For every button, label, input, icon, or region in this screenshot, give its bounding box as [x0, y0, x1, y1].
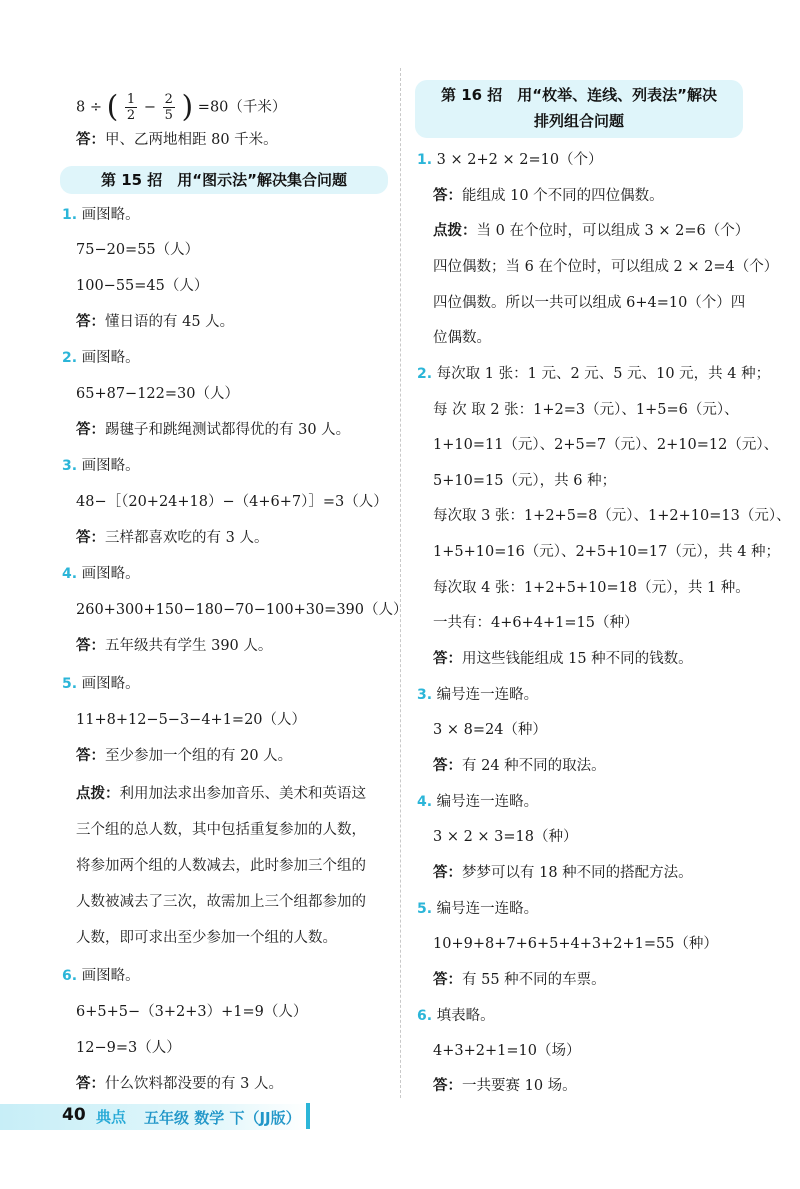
answer-text: 用这些钱能组成 15 种不同的钱数。: [462, 651, 693, 667]
item-line: 3 × 8=24（种）: [433, 722, 547, 738]
item-line: 1+5+10=16（元）、2+5+10=17（元），共 4 种；: [433, 544, 781, 560]
tip-text: 当 0 在个位时，可以组成 3 × 2=6（个）: [476, 223, 750, 239]
minus-sign: −: [143, 99, 156, 116]
item-answer: [76, 420, 350, 440]
tip-line: 人数被减去了三次，故需加上三个组都参加的: [76, 894, 366, 910]
answer-text: 五年级共有学生 390 人。: [105, 638, 273, 654]
item-number: 4.: [62, 566, 78, 582]
answer-text: 有 55 种不同的车票。: [462, 972, 606, 988]
item-line: 4+3+2+1=10（场）: [433, 1043, 581, 1059]
item-answer: [76, 1074, 283, 1094]
item-number: 1.: [62, 207, 78, 223]
intro-answer-text: 甲、乙两地相距 80 千米。: [105, 132, 278, 148]
item-answer: [433, 756, 606, 776]
list-item-2: [62, 348, 140, 368]
answer-label: 答：: [76, 747, 105, 764]
left-paren: (: [106, 89, 119, 125]
list-item-6: [62, 966, 140, 986]
answer-text: 一共要赛 10 场。: [462, 1078, 577, 1094]
item-answer: [433, 863, 693, 883]
item-number: 6.: [62, 968, 78, 984]
item-line: 48−［（20+24+18）−（4+6+7）］=3（人）: [76, 494, 388, 510]
item-line: 画图略。: [81, 676, 140, 692]
item-number: 3.: [417, 687, 433, 703]
answer-text: 懂日语的有 45 人。: [105, 314, 235, 330]
item-line: 画图略。: [81, 350, 140, 366]
answer-label: 答：: [76, 529, 105, 546]
answer-text: 能组成 10 个不同的四位偶数。: [462, 188, 664, 204]
answer-text: 梦梦可以有 18 种不同的搭配方法。: [462, 865, 693, 881]
item-line: 每次取 4 张：1+2+5+10=18（元），共 1 种。: [433, 580, 750, 596]
list-item-6: [417, 1006, 495, 1026]
item-line: 12−9=3（人）: [76, 1040, 181, 1056]
list-item-1: [62, 205, 140, 225]
answer-label: 答：: [433, 757, 462, 774]
right-paren: ): [181, 89, 194, 125]
fraction-denominator: 2: [126, 108, 136, 123]
answer-text: 踢毽子和跳绳测试都得优的有 30 人。: [105, 422, 351, 438]
answer-text: 什么饮料都没要的有 3 人。: [105, 1076, 283, 1092]
column-divider: [400, 68, 401, 1098]
tip-line: 四位偶数；当 6 在个位时，可以组成 2 × 2=4（个）: [433, 259, 779, 275]
answer-label: 答：: [433, 864, 462, 881]
item-line: 编号连一连略。: [436, 901, 539, 917]
list-item-1: [417, 150, 603, 170]
fraction-two-fifths: [163, 92, 175, 123]
item-line: 编号连一连略。: [436, 794, 539, 810]
item-line: 260+300+150−180−70−100+30=390（人）: [76, 602, 408, 618]
item-line: 一共有：4+6+4+1=15（种）: [433, 615, 639, 631]
answer-text: 至少参加一个组的有 20 人。: [105, 748, 293, 764]
item-line: 10+9+8+7+6+5+4+3+2+1=55（种）: [433, 936, 718, 952]
item-line: 画图略。: [81, 566, 140, 582]
item-line: 75−20=55（人）: [76, 242, 200, 258]
item-answer: [76, 746, 292, 766]
tip-label: 点拨：: [433, 222, 477, 239]
brand-logo: 典点: [96, 1108, 127, 1126]
section-title-16: [415, 80, 743, 138]
division-formula: [76, 89, 287, 125]
list-item-2: [417, 364, 770, 384]
answer-label: 答：: [433, 187, 462, 204]
item-answer: [433, 1076, 577, 1096]
section-title-line: 第 16 招 用“枚举、连线、列表法”解决: [440, 86, 718, 104]
item-answer: [433, 186, 664, 206]
item-answer: [76, 528, 268, 548]
list-item-5: [417, 899, 538, 919]
list-item-3: [417, 685, 538, 705]
answer-label: 答：: [76, 421, 105, 438]
item-line: 1+10=11（元）、2+5=7（元）、2+10=12（元）、: [433, 437, 779, 453]
tip-line: [433, 221, 749, 241]
section-title-15: 第 15 招 用“图示法”解决集合问题: [60, 166, 388, 194]
formula-prefix: 8 ÷: [76, 99, 102, 116]
item-line: 画图略。: [81, 207, 140, 223]
tip-text: 利用加法求出参加音乐、美术和英语这: [119, 786, 366, 802]
tip-line: [76, 784, 366, 804]
section-title-line: 排列组合问题: [533, 112, 624, 130]
answer-label: 答：: [433, 971, 462, 988]
answer-label: 答：: [433, 1077, 462, 1094]
item-answer: [433, 649, 693, 669]
answer-label: 答：: [76, 637, 105, 654]
item-answer: [433, 970, 606, 990]
item-line: 每次取 3 张：1+2+5=8（元）、1+2+10=13（元）、: [433, 508, 791, 524]
item-line: 填表略。: [436, 1008, 495, 1024]
fraction-numerator: 2: [164, 92, 173, 107]
item-line: 11+8+12−5−3−4+1=20（人）: [76, 712, 307, 728]
answer-text: 三样都喜欢吃的有 3 人。: [105, 530, 269, 546]
item-line: 编号连一连略。: [436, 687, 539, 703]
page-footer: [0, 1100, 800, 1136]
item-line: 每次取 1 张：1 元、2 元、5 元、10 元，共 4 种；: [436, 366, 771, 382]
item-number: 6.: [417, 1008, 433, 1024]
tip-line: 将参加两个组的人数减去，此时参加三个组的: [76, 858, 366, 874]
answer-label: 答：: [76, 131, 105, 148]
list-item-5: [62, 674, 140, 694]
item-number: 5.: [62, 676, 78, 692]
fraction-denominator: 5: [164, 108, 173, 123]
tip-line: 人数，即可求出至少参加一个组的人数。: [76, 930, 337, 946]
answer-text: 有 24 种不同的取法。: [462, 758, 606, 774]
tip-label: 点拨：: [76, 785, 120, 802]
list-item-3: [62, 456, 140, 476]
footer-accent-bar: [306, 1103, 310, 1129]
answer-label: 答：: [433, 650, 462, 667]
item-line: 3 × 2 × 3=18（种）: [433, 829, 578, 845]
answer-label: 答：: [76, 1075, 105, 1092]
item-line: 画图略。: [81, 968, 140, 984]
page-number: 40: [62, 1105, 86, 1125]
formula-suffix: =80（千米）: [197, 99, 287, 116]
item-number: 1.: [417, 152, 433, 168]
item-line: 100−55=45（人）: [76, 278, 209, 294]
list-item-4: [417, 792, 538, 812]
item-number: 4.: [417, 794, 433, 810]
fraction-one-half: [125, 92, 137, 123]
answer-label: 答：: [76, 313, 105, 330]
item-line: 画图略。: [81, 458, 140, 474]
item-line: 5+10=15（元），共 6 种；: [433, 473, 617, 489]
item-answer: [76, 312, 234, 332]
tip-line: 三个组的总人数，其中包括重复参加的人数，: [76, 822, 366, 838]
item-number: 2.: [417, 366, 433, 382]
item-line: 每 次 取 2 张：1+2=3（元）、1+5=6（元）、: [433, 402, 739, 418]
book-title: 五年级 数学 下（JJ版）: [144, 1109, 301, 1127]
fraction-numerator: 1: [126, 92, 136, 107]
tip-line: 四位偶数。所以一共可以组成 6+4=10（个）四: [433, 295, 746, 311]
item-line: 65+87−122=30（人）: [76, 386, 239, 402]
tip-line: 位偶数。: [433, 330, 491, 346]
item-number: 2.: [62, 350, 78, 366]
intro-answer: [76, 130, 278, 150]
item-line: 3 × 2+2 × 2=10（个）: [436, 152, 603, 168]
item-answer: [76, 636, 272, 656]
item-number: 3.: [62, 458, 78, 474]
item-number: 5.: [417, 901, 433, 917]
item-line: 6+5+5−（3+2+3）+1=9（人）: [76, 1004, 308, 1020]
list-item-4: [62, 564, 140, 584]
